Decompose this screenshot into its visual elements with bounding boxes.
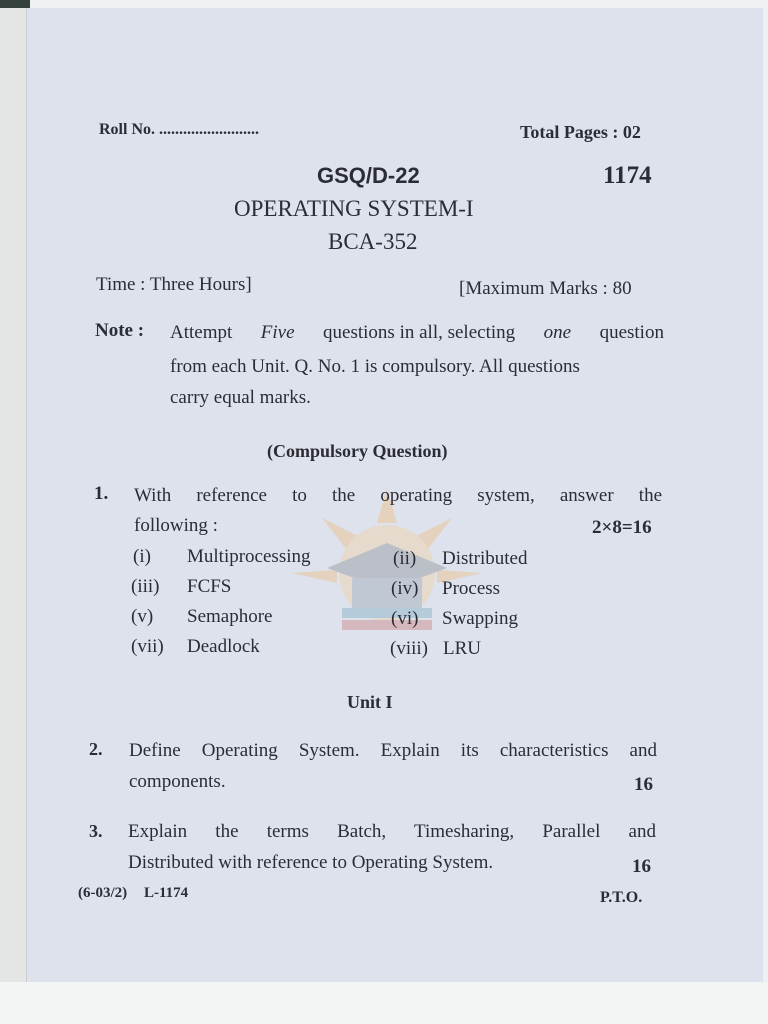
scan-corner-mark: [0, 0, 30, 8]
footer-reference: L-1174: [144, 885, 189, 901]
paper-code: GSQ/D-22: [317, 163, 420, 188]
item-number: (iv): [391, 578, 419, 599]
note-label: Note :: [95, 320, 145, 341]
item-number: (v): [131, 606, 154, 627]
item-text: LRU: [443, 638, 481, 659]
item-number: (iii): [131, 576, 160, 597]
note-line-1: [170, 323, 664, 342]
item-number: (ii): [393, 548, 417, 569]
paper-number: 1174: [603, 162, 652, 189]
item-number: (i): [133, 546, 151, 567]
question-number: 2.: [89, 739, 103, 759]
question-text: Explain the terms Batch, Timesharing, Parallel and: [128, 821, 656, 842]
note-line-2: from each Unit. Q. No. 1 is compulsory. All questions: [170, 356, 580, 377]
item-text: Process: [442, 578, 501, 599]
question-marks: 2×8=16: [592, 517, 652, 538]
item-number: (vii): [131, 636, 164, 657]
item-text: Swapping: [442, 608, 518, 629]
scan-margin: [0, 0, 26, 1024]
question-marks: 16: [634, 774, 653, 795]
unit-heading: Unit I: [347, 692, 393, 712]
total-pages: Total Pages : 02: [520, 122, 641, 142]
item-text: FCFS: [187, 576, 232, 597]
course-code: BCA-352: [328, 229, 418, 254]
item-number: (viii): [390, 638, 428, 659]
question-text: With reference to the operating system, answer the: [134, 485, 662, 506]
question-text: following :: [134, 515, 218, 536]
question-text: Define Operating System. Explain its characteristics and: [129, 740, 657, 761]
item-text: Multiprocessing: [187, 546, 311, 567]
question-number: 3.: [89, 821, 103, 841]
footer-code: (6-03/2): [78, 885, 128, 901]
exam-time: Time : Three Hours]: [96, 274, 252, 295]
note-text: questions in all, selecting: [323, 322, 516, 343]
item-text: Deadlock: [187, 636, 260, 657]
maximum-marks: [Maximum Marks : 80: [459, 278, 632, 299]
note-emphasis: Five: [260, 322, 295, 343]
exam-page: [26, 8, 763, 982]
question-marks: 16: [632, 856, 651, 877]
note-text: Attempt: [170, 322, 233, 343]
question-text: Distributed with reference to Operating System.: [128, 852, 494, 873]
page-turn-over: P.T.O.: [600, 889, 643, 906]
scan-bottom-margin: [0, 982, 768, 1024]
item-text: Distributed: [442, 548, 528, 569]
note-line-3: carry equal marks.: [170, 387, 311, 408]
question-text: components.: [129, 771, 226, 792]
note-emphasis: one: [543, 322, 572, 343]
compulsory-heading: (Compulsory Question): [267, 441, 448, 461]
item-text: Semaphore: [187, 606, 273, 627]
item-number: (vi): [391, 608, 419, 629]
subject-title: OPERATING SYSTEM-I: [234, 196, 474, 221]
question-number: 1.: [94, 483, 109, 504]
note-text: question: [599, 322, 664, 343]
roll-number-field: Roll No. .........................: [99, 121, 259, 138]
